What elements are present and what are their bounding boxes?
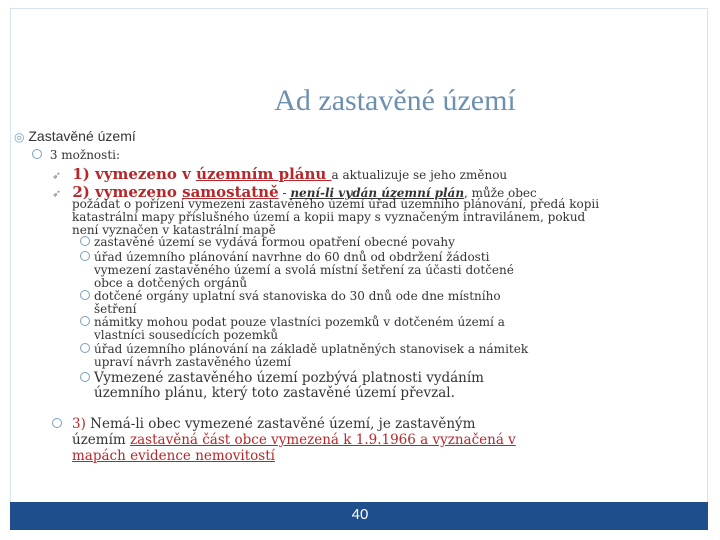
sub-item-text: námitky mohou podat pouze vlastníci pozemků v dotčeném území a [94,315,505,329]
circle-bullet-icon [80,251,90,261]
circle-bullet-icon [80,290,90,300]
option-2-paragraph [72,198,599,237]
option-2-rest: , může obec [464,186,537,200]
option-2-italic: není-li vydán územní plán [290,186,465,200]
option-1 [52,164,507,183]
option-2-link[interactable]: samostatně [182,183,279,201]
sub-item [80,250,514,290]
sub-item [80,342,529,369]
sub-item-text: úřad územního plánování navrhne do 60 dnů od obdržení žádosti [94,250,490,264]
page-number: 40 [351,506,369,523]
option-3-text: Nemá-li obec vymezené zastavěné území, je zastavěným [85,416,476,432]
option-3-link[interactable]: mapách evidence nemovitostí [72,448,275,464]
circle-bullet-icon [80,316,90,326]
option-3-link[interactable]: zastavěná část obce vymezená k 1.9.1966 a vyznačená v [130,432,516,448]
option-3 [52,416,516,464]
sub-item-text: upraví návrh zastavěného území [94,355,292,369]
sub-item-text: obce a dotčených orgánů [94,276,248,290]
sub-item [80,235,455,249]
option-3-number: 3) [72,416,86,432]
arrow-bullet-icon: ➶ [52,169,62,182]
circle-bullet-icon [32,149,42,159]
note-line: Vymezené zastavěného území pozbývá platnosti vydáním [94,370,484,386]
bullet-level2 [32,148,120,162]
circle-bullet-icon [52,418,62,428]
paragraph-line: není vyznačen v katastrální mapě [72,223,276,237]
sub-item-text: šetření [94,302,137,316]
sub-item [80,315,505,342]
circle-bullet-icon [80,343,90,353]
arrow-bullet-icon: ➶ [52,187,62,200]
sub-item-text: úřad územního plánování na základě uplatněných stanovisek a námitek [94,342,529,356]
sub-item [80,289,501,316]
paragraph-line: katastrální mapy příslušného území a kopii mapy s vyznačeným intravilánem, pokud [72,210,586,224]
sub-item-text: vlastníci sousedících pozemků [94,328,279,342]
option-2-prefix: 2) vymezeno [72,183,183,201]
slide-title: Ad zastavěné území [274,84,516,117]
bullet-text: 3 možnosti: [49,148,121,162]
option-1-prefix: 1) vymezeno v [72,165,197,183]
circle-bullet-icon [80,236,90,246]
paragraph-line: požádat o pořízení vymezení zastavěného území úřad územního plánování, předá kopii [72,197,600,211]
option-3-text: územím [72,432,131,448]
note-block [80,370,484,401]
sub-item-text: zastavěné území se vydává formou opatření obecné povahy [94,235,455,249]
option-1-rest: a aktualizuje se jeho změnou [331,168,508,182]
option-1-link[interactable]: územním plánu [196,165,332,183]
bullet-level1 [14,128,136,144]
circle-bullet-icon [80,372,90,382]
sub-item-text: vymezení zastavěného území a svolá místní šetření za účasti dotčené [94,263,514,277]
option-2-dash: - [278,186,291,200]
bullet-text: Zastavěné území [28,128,136,144]
sub-item-text: dotčené orgány uplatní svá stanoviska do 30 dnů ode dne místního [94,289,501,303]
note-line: územního plánu, který toto zastavěné území převzal. [94,385,455,401]
bullet-icon: ◎ [14,130,25,144]
